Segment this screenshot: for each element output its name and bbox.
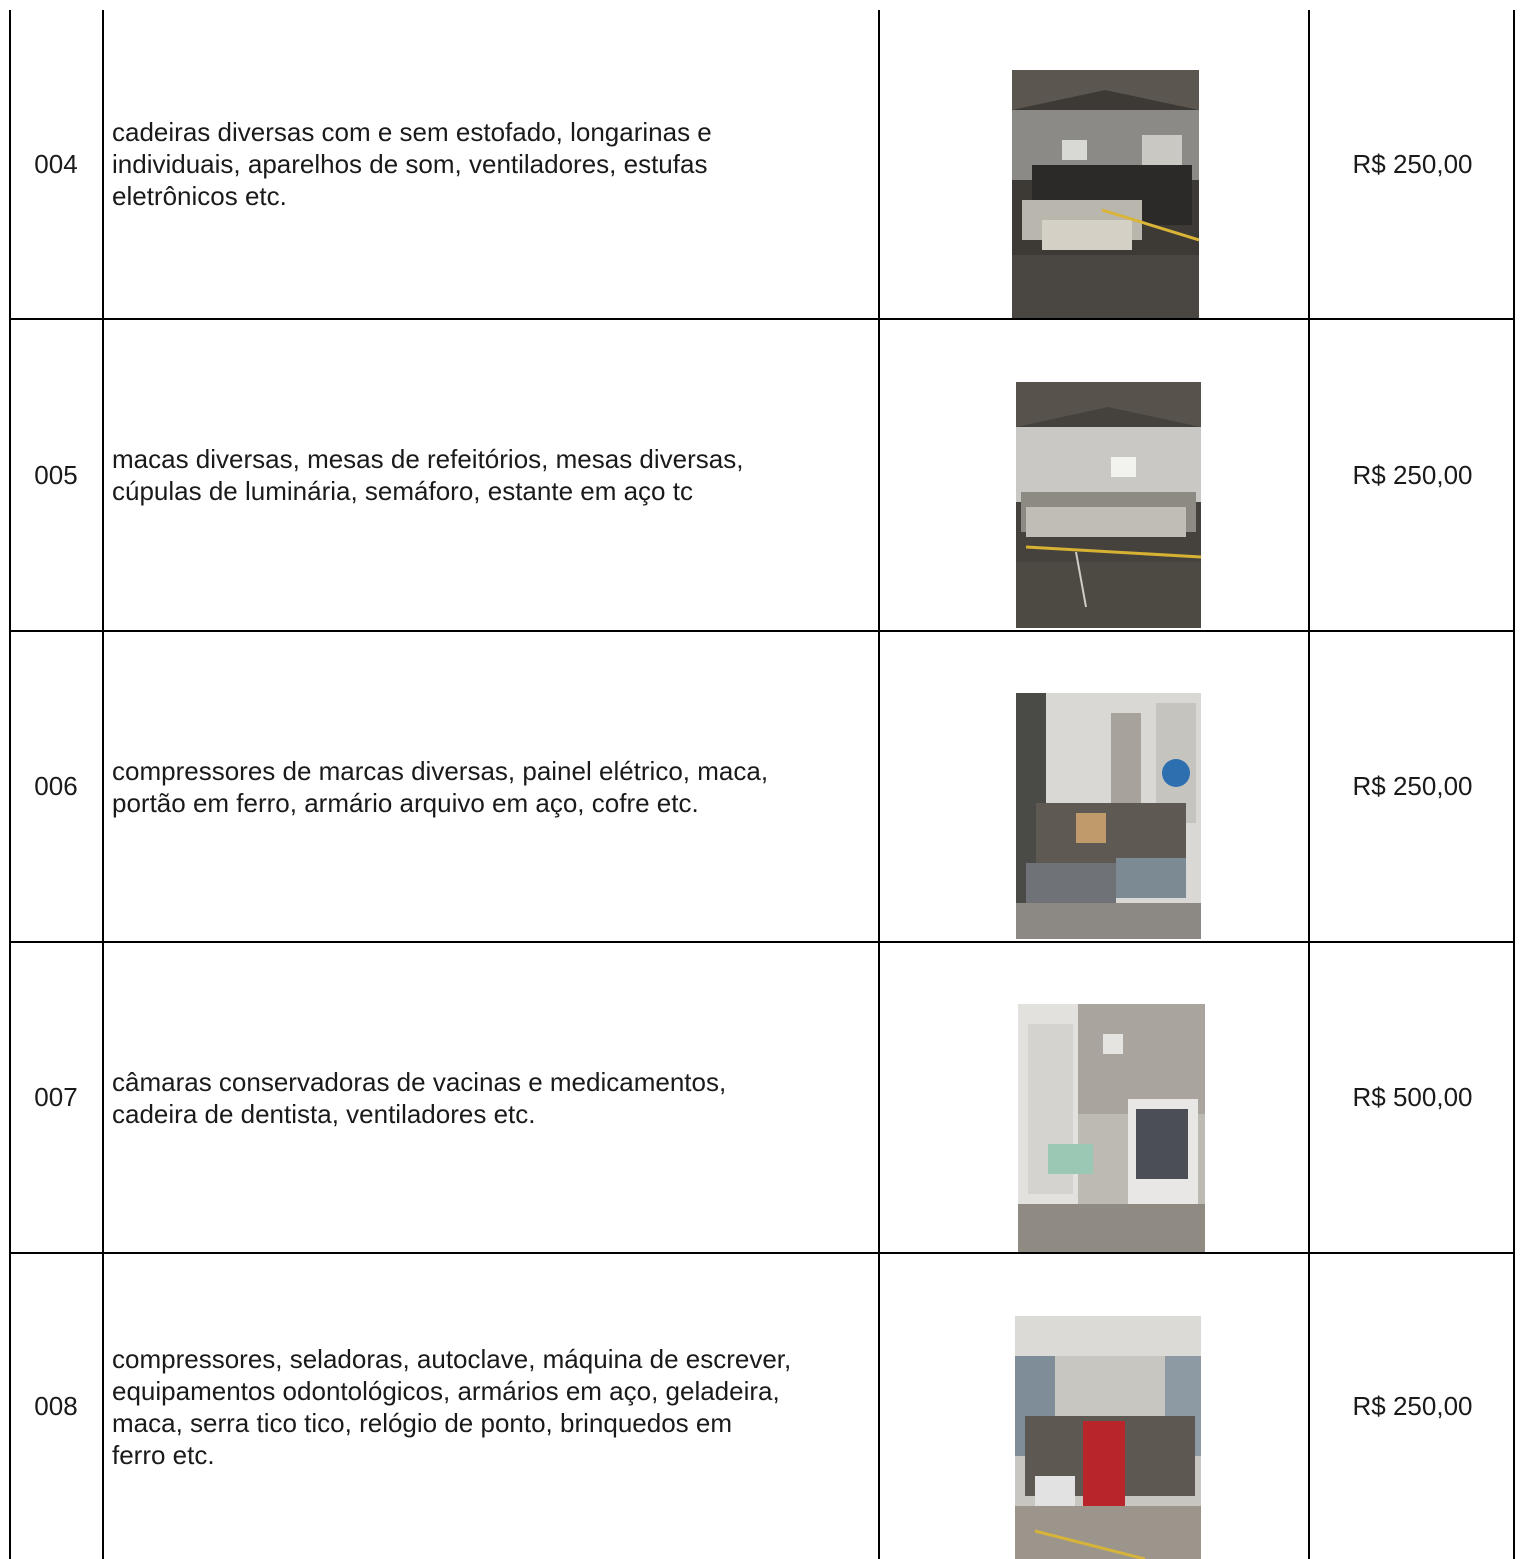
lot-code: 006 — [34, 771, 78, 801]
table-row — [10, 10, 1515, 318]
lot-price: R$ 500,00 — [1352, 1082, 1473, 1112]
lot-description — [112, 320, 872, 630]
lot-description — [112, 632, 872, 941]
lot-description — [112, 10, 872, 318]
lot-price: R$ 250,00 — [1352, 148, 1473, 179]
compressors-photo — [1016, 693, 1201, 939]
lot-description — [112, 1254, 872, 1559]
lot-price: R$ 250,00 — [1352, 1391, 1473, 1421]
lot-code: 007 — [34, 1082, 78, 1112]
lot-price: R$ 250,00 — [1352, 459, 1473, 490]
lot-code: 004 — [34, 148, 78, 179]
table-row — [10, 943, 1515, 1252]
table-row — [10, 320, 1515, 630]
lot-description-text: macas diversas, mesas de refeitórios, mesas diversas, cúpulas de luminária, semáforo, estante em aço tc — [112, 444, 744, 506]
vaccine-fridge-photo — [1018, 1004, 1205, 1252]
lot-code: 005 — [34, 459, 78, 490]
lot-description-text: compressores de marcas diversas, painel elétrico, maca, portão em ferro, armário arquivo em aço, cofre etc. — [112, 755, 769, 818]
lot-description-text: câmaras conservadoras de vacinas e medicamentos, cadeira de dentista, ventiladores etc. — [112, 1066, 727, 1129]
warehouse-chairs-photo — [1012, 70, 1199, 318]
lot-description — [112, 943, 872, 1252]
warehouse-tables-photo — [1016, 382, 1201, 628]
lot-description-text: cadeiras diversas com e sem estofado, longarinas e individuais, aparelhos de som, ventiladores, estufas eletrônicos etc. — [112, 117, 712, 211]
lot-price: R$ 250,00 — [1352, 771, 1473, 801]
table-row — [10, 1254, 1515, 1559]
compressors-sealers-photo — [1015, 1316, 1201, 1559]
table-row — [10, 632, 1515, 941]
lot-description-text: compressores, seladoras, autoclave, máquina de escrever, equipamentos odontológicos, armários em aço, geladeira, maca, serra tico tico, relógio de ponto, brinquedos em ferro etc. — [112, 1343, 792, 1470]
lot-code: 008 — [34, 1391, 78, 1421]
